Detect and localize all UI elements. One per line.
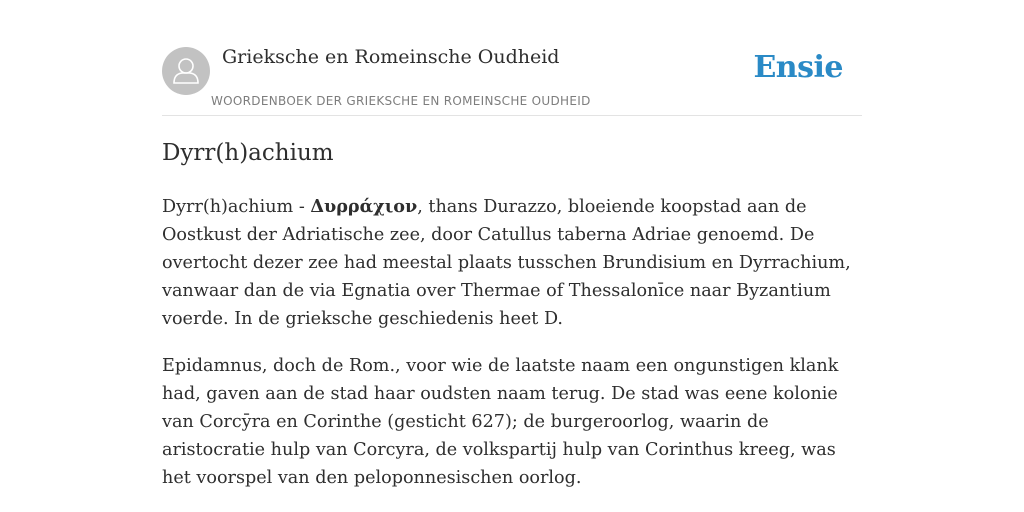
entry-title: Dyrr(h)achium — [162, 140, 334, 166]
entry-lead: Dyrr(h)achium - — [162, 197, 311, 217]
dictionary-subtitle: WOORDENBOEK DER GRIEKSCHE EN ROMEINSCHE OUDHEID — [211, 94, 591, 108]
entry-paragraph-2: Epidamnus, doch de Rom., voor wie de laatste naam een ongunstigen klank had, gaven aan de stad haar oudsten naam terug. De stad was eene kolonie van Corcȳra en Corinthe (gesticht 627); de burgeroorlog, waarin de aristocratie hulp van Corcyra, de volkspartij hulp van Corinthus kreeg, was het voorspel van den peloponnesischen oorlog. — [162, 356, 839, 488]
page-container — [162, 0, 862, 488]
greek-term: Δυρράχιον — [310, 196, 418, 217]
user-avatar-icon[interactable] — [162, 47, 210, 95]
entry-content — [162, 193, 862, 511]
entry-paragraph-1 — [162, 193, 862, 333]
dictionary-title[interactable]: Grieksche en Romeinsche Oudheid — [222, 46, 560, 68]
ensie-logo-link[interactable]: Ensie — [753, 50, 843, 85]
avatar-glyph — [162, 47, 210, 95]
page-header — [162, 0, 862, 116]
entry-paragraph-1-text: , thans Durazzo, bloeiende koopstad aan de Oostkust der Adriatische zee, door Catullus taberna Adriae genoemd. De overtocht dezer zee had meestal plaats tusschen Brundisium en Dyrrachium, vanwaar dan de via Egnatia over Thermae of Thessalonīce naar Byzantium voerde. In de grieksche geschiedenis heet D. — [162, 197, 851, 329]
